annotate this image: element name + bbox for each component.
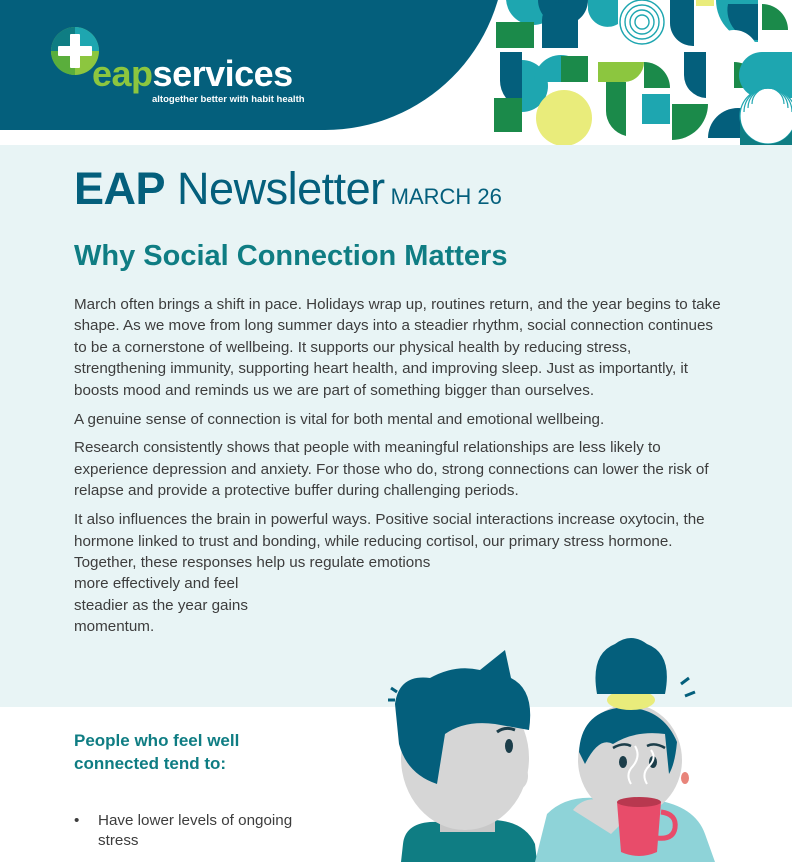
article-paragraph-1: March often brings a shift in pace. Holidays wrap up, routines return, and the year begins to take shape. As we move from long summer days into a steadier rhythm, social connection continues to be a cornerstone of wellbeing. It supports our physical health by reducing stress, strengthening immunity, supporting heart health, and improving sleep. Just as importantly, it boosts mood and reminds us we are part of something bigger than ourselves. bbox=[74, 296, 721, 399]
newsletter-month: MARCH 26 bbox=[390, 184, 502, 209]
list-item-text: Have lower levels of ongoing stress bbox=[98, 812, 293, 849]
article-paragraph-4-tail: more effectively and feel steadier as the year gains momentum. bbox=[74, 575, 248, 636]
geometric-pattern-decoration bbox=[458, 0, 792, 145]
brand-wordmark bbox=[92, 53, 293, 94]
article-paragraph-3: Research consistently shows that people with meaningful relationships are less likely to experience depression and anxiety. For those who do, strong connections can lower the risk of relapse and provide a protective buffer during challenging periods. bbox=[74, 439, 709, 500]
brand-prefix: eap bbox=[92, 53, 153, 94]
article-paragraph-2: A genuine sense of connection is vital for both mental and emotional wellbeing. bbox=[74, 410, 605, 428]
article-body bbox=[74, 294, 724, 645]
bullet-dot: • bbox=[74, 812, 80, 829]
brand-tagline: altogether better with habit health bbox=[152, 94, 305, 105]
article-paragraph-4: It also influences the brain in powerful ways. Positive social interactions increase oxytocin, the hormone linked to trust and bonding, while reducing cortisol, our primary stress hormone. Together, these responses help us regulate emotions bbox=[74, 511, 705, 571]
title-rest: Newsletter bbox=[177, 163, 385, 214]
list-item bbox=[74, 811, 298, 851]
title-strong: EAP bbox=[74, 163, 166, 214]
newsletter-title bbox=[74, 163, 502, 214]
two-people-chatting-illustration bbox=[385, 634, 792, 862]
brand-suffix: services bbox=[152, 53, 293, 94]
sidebar-bullet-list bbox=[74, 811, 298, 851]
header bbox=[0, 0, 792, 145]
sidebar-title: People who feel well connected tend to: bbox=[74, 731, 240, 773]
article-heading: Why Social Connection Matters bbox=[74, 240, 508, 272]
